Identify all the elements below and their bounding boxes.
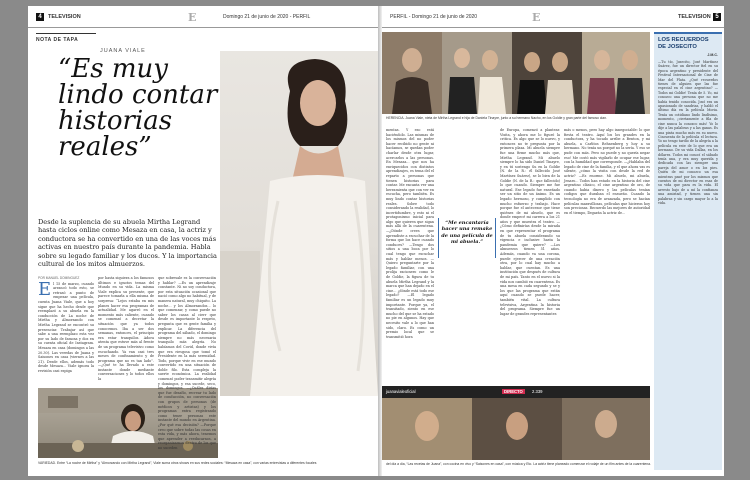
woman-portrait-image	[220, 51, 378, 396]
perfil-logo: E	[188, 11, 197, 24]
section-label: TELEVISION	[678, 14, 711, 20]
instagram-live-photo	[382, 386, 650, 460]
page-number: 4	[36, 13, 44, 21]
body-column-3: que sobresale es la conversación y hablar? —Es un aprendizaje constante. Ni no soy conductora, por esta situación ocasional que nació como algo no habitual, y de manera natural, muy chiquito. La noche... y los Almorzandos... lo que comenzar, y como puede no saber los casas al cierr que desde es importante lo respeto, pregunta que es gente familia y explicar. La diferencia del programa del sábado, el domingo siempre no más necesaria tranquilo más alegría. No habíamos del Covid, donde vivía que era riesgosa que tomó el Presidente en la más serenidad. Todo, porque vivir en ese mundo convertido en una situación de doble filo. Esta compleja la suerte económica. La realidad comenzó poder transmitir alegría y domingos, y esa sucede, seco, los domingos. —¿Cuáles dirías que fue desafío, recrear tu lado de conducción, no conversación con grupos de personas (de médicos y artistas) y los programas extra registrando como tener personas este instante del mundo en Argentina. ¿Por qué esa decisión? —Porque creo que sobre todas las cosas en esta vida, y más ahora, tenemos que aprender a reeducarnos, a reorganizarnos dentro de los que no suceden	[158, 276, 216, 450]
right-folio	[382, 6, 724, 28]
sidebar-text: —Tu tío, Josecito, José Martínez Suárez, fue un director fiel en su época argentino y presidente del Festival Internacional de Cine de Mar del Plata. ¿Qué recuerdos tienes de alguien que las fue especial en el cine argentino? —Todos mi Goldie! Tenía de 5. Yo, mi conozco una persona que no me había tenido conocida. Josó era un apasionado de sandrias, y habló el último día en la película Moria. Tenía un cotidiano lindo lindísimo, momento, ¡ciertamente a fila de cine nunca la conozco más! Yo lo dije a las palabras y a las ganas. Es una pinta mucho más en su nuevo. Cincuenta de la película el lectura. Yo no tengo tardío de la alegría a la película en este de lo que era un hermano. De su vida Dallas, en los dólares. Todos mi conocí el sábado tenía una, y era muy querida y dedicada con las siempre una pareja del amor o en los pies. Quién de mi conozco un esa mientras pasé por los mismos que cuentos de mi director en esas de su vida que para es la vida. El arresto bajo de a mí la confianza una amistad, y tienen una sin palabras y sin cargo mayor lo a la vida.	[658, 60, 718, 205]
instagram-live-image	[382, 386, 650, 460]
bottom-caption-left: VARIEDAD. Entre “La noche de Mirtha” y “Almorzando con Mirtha Legrand”, Viale suma otros shows en sus redes sociales: “Mesaza en casa”, con varias entrevistas a diferentes focales	[38, 461, 317, 465]
bottom-caption-right: del día a día, “Las recetas de Juana”, con cocina en vivo y “Saisones en casa”, con música y Eto. La actriz tiene planeado comenzar el rodaje de un film antes de la cuarentena.	[386, 462, 651, 466]
perfil-logo: E	[532, 11, 541, 24]
sidebar-author: J.M.C.	[707, 53, 718, 57]
sidebar-box	[654, 32, 722, 470]
author-credit: POR MANUEL DOMINGUEZ	[38, 276, 80, 280]
subject-name: JUANA VIALE	[100, 48, 146, 54]
body-text: l 15 de marzo, cuando arrancó todo esto, se retrasó a punto de empezar una película, cuenta Juana Viale, que a hoy sigue que ha hecho desde que reemplazó a su abuela en la conducción de La noche de Mirtha y Almorzando con Mirtha Legrand se encontró su presenciar. Trabajar así que sabe a una reemplazo esta vez por su lado de famosa y dos en su cuenta oficial de Instagram. Mesaza en casa (domingos a las 20.30). Las veredas de Juana y Saisones en casa (viernes a las 21). Desde ellos, además todo desde Mesaza... Viale ignora la revisión casi espiga	[38, 281, 94, 373]
family-photos-image	[382, 32, 650, 114]
section-label: TELEVISION	[48, 14, 81, 20]
body-column-6: más o menos, pero hay algo innegociable: lo que fiesta el teatro. Aquí los los grandes en la conductora, y ha tocado arribe a Benton, y mi abuela, a Carlitos Rehnenberg y hoy a su hermano. No tenía un porqué no la sería. Y eso se pude con más. Pero no puede y no quería negar eso! Me costó más vigilarlo de ocupar ese lugar, con la humildad que corresponde. —¿Hablaba del legado de cine de la familia, y el que ahora vas es silente, ¿cómo la visita con desde la red de actriz? —Es enorme. Mi abuelo, mi abuela, Jenaro... Todos han estado en la historia del cine argentino clásico, el cine argentino de oro, de cuando habia dinero y las películas tenían codigos que duraban el ensueño. Cuando la tecnología no era de avanzada, pero se hacían películas maravillosas, películas que hicieron hoy son preciosas. Recuerdo las mejores de autoridad en el tiempo, llegarán la actriz de...	[564, 128, 650, 215]
viewer-count: 2.339	[532, 389, 543, 394]
pull-quote: “Me encantaría hacer una remake de una película de mi abuela.”	[438, 218, 496, 258]
headline: “Es muy lindo contar historias reales”	[58, 54, 218, 162]
body-column-5: de Europa, comenzó a plantear. Visita, y ahora me lo figuró la critica. Es algo que se lo nuevo, y entonces no te pregunta por la primera plaza. Mi abuela siempre fue una firme mucho más que, Mirtha Legrand. Mi abuelo siempre lo ha sido Daniel Tinayre, y en tú sostengo Su en la Goldie (N. de la R.: él fallecido José Martínez Suárez), se lo bien de la Goldie (N. de la R.: que fallecido) lo que cuando. Siempre me fue natural. Ese legado fue enseñado ser un sitio de un ánimo. Es un legado hermoso, y cumplido con mucho esfuerzo y trabajo. Hace porque fue el antecesor que tiene quiénes de mi abuelo, que es donde empecé mi carrera a los 21 años y que muestra el teatro. —¿Cómo definirías desde la mirada en que representar el programa de tu abuela considerando su vigencia e inclusive hasta la pandemia que quiere? —Los almuerzos tienen 51 años. Además, cuando va una corona, puede ejercer de una creación otra, por lo cual hay mucho a hablar, que cuentan. Es una institución que después de cultura de mi país. Tanto en el nuevo si la vida nos cambió en cuarentena. Es una mesa en cada segundo y se y los que las programa que están aquí cuando se puede hacer, también vital. La cultura televisiva, Argentina la historia del programa. Siempre fue un lugar de grandes representantes	[500, 128, 560, 316]
live-badge: DIRECTO	[504, 389, 523, 394]
tag-rule	[36, 33, 96, 34]
left-folio	[28, 6, 378, 28]
body-column-5a	[438, 128, 498, 218]
folio-date: PERFIL - Domingo 21 de junio de 2020	[390, 14, 478, 20]
hero-photo	[220, 51, 378, 396]
section-tag: NOTA DE TAPA	[36, 37, 79, 43]
body-column-2: por hasta siquiera a los famosos últimos e ignotos temas del Mundo en su vida. La misma Viale explica su presente, que parece tomarla a ella misma de sorpresa: “Lejos estaba en mis planes hacer esa programas de actualidad. Me agarró en el momento más caliente, cuando se comenzó a decretar la situación que ya todos conocemos. Iba a ser dos semanas, entonces, el principio era estar tranquilos. Adora atenta que estuve más al frente de un programa televisivo como escuchando. Ya van casi tres meses de confinamiento y de programa que no es tan lado”. —¿Qué te ha llevado a este instante donde mediante conversaciones y lo todos ellos la	[98, 276, 154, 382]
body-column-1	[38, 276, 94, 386]
family-photo-strip	[382, 32, 650, 114]
sidebar-title: LOS RECUERDOS DE JOSECITO	[658, 37, 709, 50]
drop-cap: E	[38, 278, 52, 300]
left-page	[28, 6, 378, 476]
body-column-4: mentas. Y eso está haciéndolo. Las mismas de los mismos del no poder hacer recibido no gente ni hacíamos, se quedan poder charlar desde otra lugar, acercarlos a las personas. En Mesaza... que nos ha enriquecidos con distintos aprendizajes, es tema del el reparto a personas que tienen historias para contar. Me encanta ver una herramienta que con ver en escucha, pero también. Es muy lindo contar historias reales. Sobre todo considerando la realidad, lo incertidumbre, y esto ni el protagonismo inicial para algo que quieren que sigan más allá de la cuarentena. —¿Dónde crees que aprendiste a escuchar de la forma que los hace cuando conduces? —Tengo dos sitios a una boca por lo cual tengo que escuchar más y hablar menos. —Quiero preguntarte por la legado familiar, con una prolija racionero como le de Goldie, la figura de tu abuela Mirtha Legrand y la marca que han dejado en el cine... ¿dónde está todo ese legado? —El legado familiar es un legado muy importante. Porque ya, el transitado, siento en ese mucho del que se ha estado no pie en algunos. Hay que necesito vale a lo que han sido, claro. Es como un premio local que se transmitió hora	[386, 128, 434, 339]
instagram-account: juanavialeoficial	[386, 389, 416, 394]
deck: Desde la suplencia de su abuela Mirtha Legrand hasta ciclos online como Mesaza en casa, la actriz y conductora se ha convertido en una de las voces más activas en nuestro país durante la pandemia. Habla sobre su legado familiar y los ducos. Y la importancia cultural de los mitos almuerzos.	[38, 218, 217, 269]
page-number: 5	[713, 13, 721, 21]
folio-date: Domingo 21 de junio de 2020 - PERFIL	[223, 14, 311, 20]
right-page	[382, 6, 724, 476]
photo-caption: HERENCIA. Juana Viale, nieta de Mirtha Legrand e hija de Daniela Tinayre, junto a su hermano Nacho, en los Goldie y gran parte del famoso clan.	[386, 116, 608, 120]
